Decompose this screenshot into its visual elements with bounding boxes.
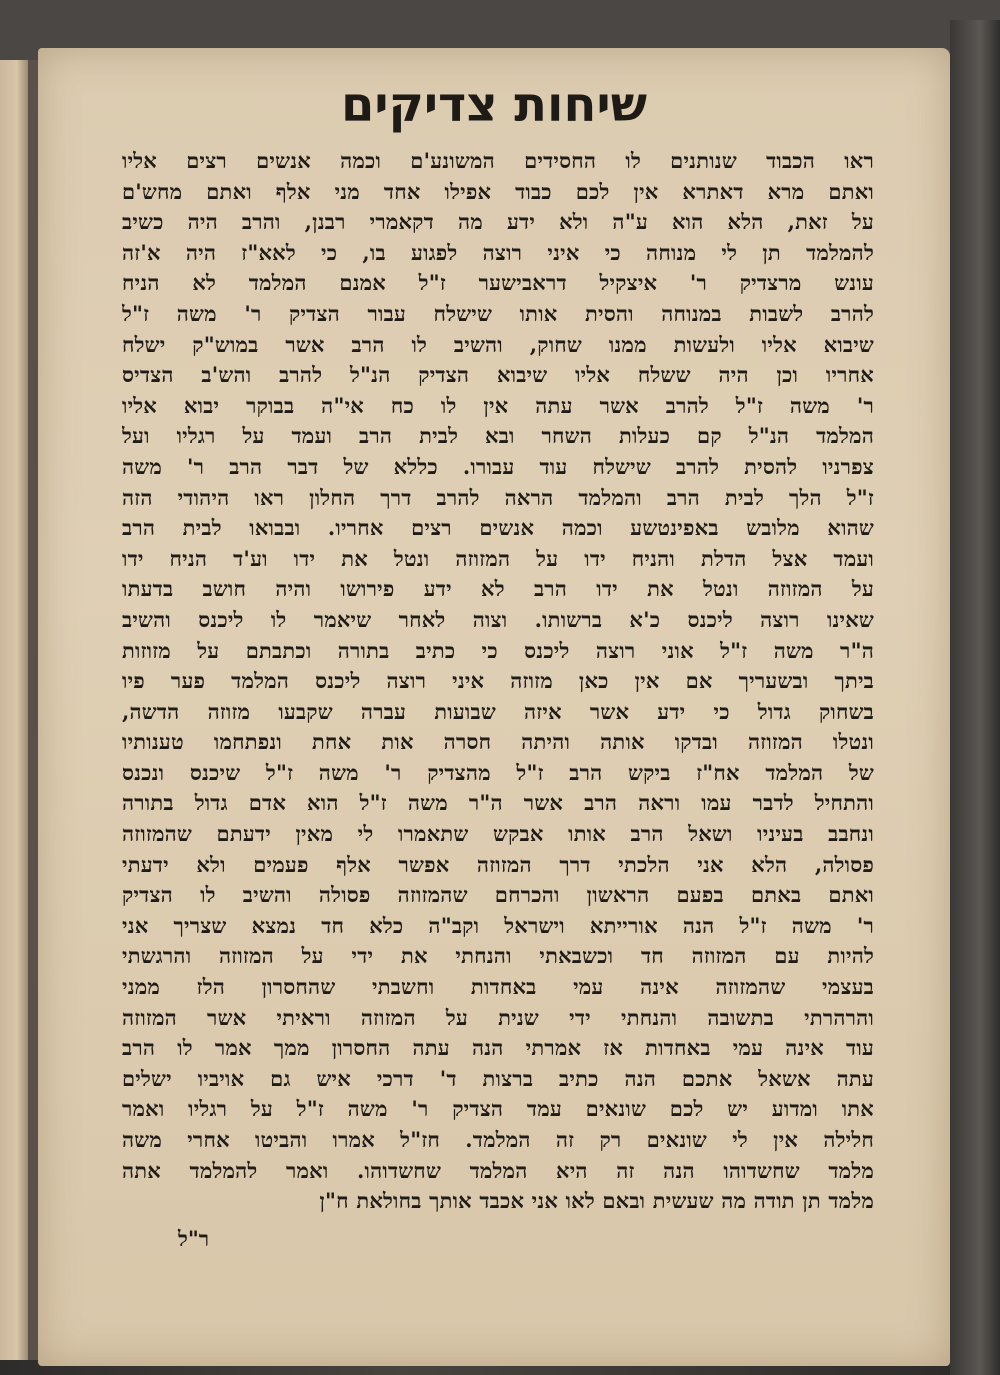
text-line: על זאת, הלא הוא ע"ה ולא ידע מה דקאמרי רבנן, והרב היה כשיב	[122, 209, 874, 235]
page-title: שיחות צדיקים	[340, 77, 648, 133]
text-line: ר' משה ז"ל להרב אשר עתה אין לו כח אי"ה בבוקר יבוא אליו	[122, 392, 874, 418]
text-line: להיות עם המזוזה חד וכשבאתי והנחתי את ידי על המזוזה והרגשתי	[122, 943, 874, 969]
text-line: בעצמי שהמזוזה אינה עמי באחדות וחשבתי שהחסרון הלז ממני	[122, 974, 874, 1000]
text-line: ראו הכבוד שנותנים לו החסידים המשונע'ם וכמה אנשים רצים אליו	[122, 148, 874, 173]
closing-abbreviation: ר"ל	[178, 1226, 210, 1251]
text-line: שאינו רוצה ליכנס כ'א ברשותו. וצוה לאחר שיאמר לו ליכנס והשיב	[122, 606, 874, 632]
text-line: שהוא מלובש באפינטשע וכמה אנשים רצים אחריו. ובבואו לבית הרב	[122, 515, 874, 541]
text-line: עתה אשאל אתכם הנה כתיב ברצות ד' דרכי איש גם אויביו ישלים	[122, 1065, 874, 1091]
text-line: מלמד שחשדוהו הנה זה היא המלמד שחשדוהו. ואמר להמלמד אתה	[122, 1157, 874, 1183]
text-line: ז"ל הלך לבית הרב והמלמד הראה להרב דרך החלון ראו היהודי הזה	[122, 484, 874, 510]
text-line: אחריו וכן היה ששלח אליו שיבוא הצדיק הנ"ל להרב והש'ב הצדיס	[122, 362, 874, 388]
text-line: ביתך ובשעריך אם אין כאן מזוזה איני רוצה ליכנס המלמד פער פיו	[122, 668, 874, 694]
book-gutter	[28, 60, 38, 1360]
body-text	[122, 146, 874, 1217]
text-line: ונחבב בעיניו ושאל הרב אותו אבקש שתאמרו לי מאין ידעתם שהמזוזה	[122, 821, 874, 847]
text-line: מלמד תן תודה מה שעשית ובאם לאו אני אכבד אותך בחולאת ח"ן	[319, 1188, 874, 1214]
text-line: בשחוק גדול כי ידע אשר איזה שבועות עברה שקבעו מזוזה הדשה,	[122, 698, 874, 724]
facing-page-edge	[0, 60, 30, 1360]
text-line: ועמד אצל הדלת והניח ידו על המזוזה ונטל את ידו וע'ד הניח ידו	[122, 545, 874, 571]
text-line: ר' משה ז"ל הנה אורייתא וישראל וקב"ה כלא חד נמצא שצריך אני	[122, 912, 874, 938]
text-line: ה"ר משה ז"ל אוני רוצה ליכנס כי כתיב בתורה וכתבתם על מזוזות	[122, 637, 874, 663]
text-line: אתו ומדוע יש לכם שונאים עמד הצדיק ר' משה ז"ל על רגליו ואמר	[122, 1096, 874, 1122]
text-line: עוד אינה עמי באחדות אז אמרתי הנה עתה החסרון ממך אמר לו הרב	[122, 1035, 874, 1061]
text-line: עונש מרצדיק ר' איצקיל דראבישער ז"ל אמנם המלמד לא הניח	[122, 270, 874, 296]
text-line: על המזוזה ונטל את ידו הרב לא ידע פירושו והיה חושב בדעתו	[122, 576, 874, 602]
text-line: להמלמד תן לי מנוחה כי איני רוצה לפגוע בו, כי לאא"ז היה א'זה	[122, 239, 874, 265]
text-line: חלילה אין לי שונאים רק זה המלמד. חז"ל אמרו והביטו אחרי משה	[122, 1127, 874, 1152]
text-line: ואתם באתם בפעם הראשון והכרחם שהמזוזה פסולה והשיב לו הצדיק	[122, 882, 874, 908]
book-page	[38, 48, 950, 1366]
text-line: להרב לשבות במנוחה והסית אותו שישלח עבור הצדיק ר' משה ז"ל	[122, 300, 874, 326]
text-line: ונטלו המזוזה ובדקו אותה והיתה חסרה אות אחת ונפתחמו טענותיו	[122, 729, 874, 755]
text-line: המלמד הנ"ל קם כעלות השחר ובא לבית הרב ועמד על רגליו ועל	[122, 423, 874, 449]
text-line: פסולה, הלא אני הלכתי דרך המזוזה אפשר אלף פעמים ולא ידעתי	[122, 851, 874, 877]
text-line: והרהרתי בתשובה והנחתי ידי שנית על המזוזה וראיתי אשר המזוזה	[122, 1004, 874, 1030]
book-binding	[950, 20, 1000, 1375]
text-line: והתחיל לדבר עמו וראה הרב אשר ה"ר משה ז"ל הוא אדם גדול בתורה	[122, 790, 874, 816]
text-line: של המלמד אח"ז ביקש הרב ז"ל מהצדיק ר' משה ז"ל שיכנס ונכנס	[122, 759, 874, 785]
text-line: צפרניו להסית להרב שישלח עוד עבורו. כללא של דבר הרב ר' משה	[122, 453, 874, 479]
text-line: שיבוא אליו ולעשות ממנו שחוק, והשיב לו הרב אשר במוש"ק ישלח	[122, 331, 874, 357]
text-line: ואתם מרא דאתרא אין לכם כבוד אפילו אחד מני אלף ואתם מחש'ם	[122, 178, 874, 204]
